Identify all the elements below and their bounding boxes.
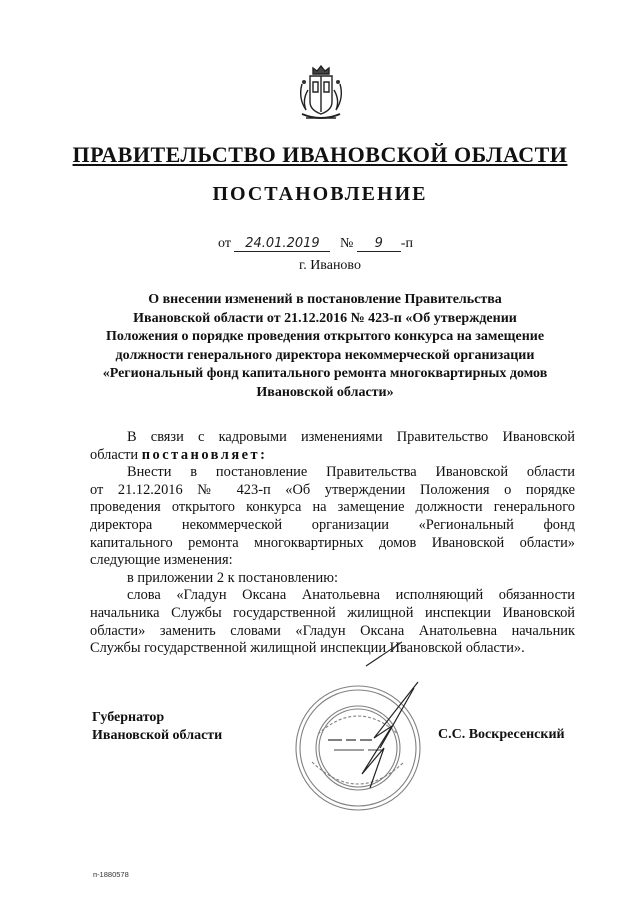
document-date: 24.01.2019 bbox=[234, 236, 330, 252]
number-sign: № bbox=[339, 236, 354, 251]
organization-title: ПРАВИТЕЛЬСТВО ИВАНОВСКОЙ ОБЛАСТИ bbox=[72, 142, 568, 167]
body-line: директора некоммерческой организации «Региональный фонд bbox=[90, 516, 575, 533]
subject-line: Ивановской области от 21.12.2016 № 423-п «Об утверждении bbox=[133, 310, 517, 326]
intro-line bbox=[90, 447, 575, 465]
body-line: слова «Гладун Оксана Анатольевна исполняющий обязанности bbox=[127, 587, 575, 604]
official-stamp-icon bbox=[288, 678, 428, 818]
body-line: следующие изменения: bbox=[90, 552, 233, 569]
body-line: капитального ремонта многоквартирных домов Ивановской области» bbox=[90, 534, 575, 551]
subject-line: «Региональный фонд капитального ремонта многоквартирных домов bbox=[102, 366, 548, 382]
signatory-position bbox=[92, 709, 222, 744]
subject-line: О внесении изменений в постановление Правительства bbox=[148, 292, 502, 307]
signature-stroke-icon bbox=[364, 640, 404, 668]
position-line: Ивановской области bbox=[92, 727, 223, 743]
intro-line: В связи с кадровыми изменениями Правительство Ивановской bbox=[127, 429, 575, 445]
body-line: начальника Службы государственной жилищной инспекции Ивановской bbox=[90, 604, 575, 621]
position-line: Губернатор bbox=[92, 710, 165, 725]
body-line: от 21.12.2016 № 423-п «Об утверждении Положения о порядке bbox=[90, 481, 575, 498]
date-prefix: от bbox=[218, 236, 231, 251]
number-suffix: -п bbox=[400, 236, 413, 251]
document-number: 9 bbox=[357, 236, 401, 252]
body-line: Службы государственной жилищной инспекции Ивановской области». bbox=[90, 640, 525, 657]
footer-code: п-1880578 bbox=[93, 870, 129, 879]
signatory-name: С.С. Воскресенский bbox=[438, 727, 565, 742]
coat-of-arms-icon bbox=[296, 64, 346, 126]
resolution-keyword: постановляет bbox=[141, 446, 261, 463]
document-subject bbox=[90, 291, 560, 403]
intro-colon: : bbox=[260, 446, 265, 463]
body-line: проведения открытого конкурса на замещение должности генерального bbox=[90, 499, 575, 516]
document-date-number bbox=[218, 236, 413, 252]
subject-line: должности генерального директора некоммерческой организации bbox=[115, 347, 535, 363]
document-body bbox=[90, 429, 575, 658]
body-line: Внести в постановление Правительства Ивановской области bbox=[127, 464, 575, 481]
intro-line-start: области bbox=[90, 446, 139, 463]
appendix-line: в приложении 2 к постановлению: bbox=[127, 569, 338, 586]
subject-line: Положения о порядке проведения открытого конкурса на замещение bbox=[105, 329, 545, 345]
document-type: ПОСТАНОВЛЕНИЕ bbox=[212, 183, 428, 205]
body-line: области» заменить словами «Гладун Оксана Анатольевна начальник bbox=[90, 622, 575, 639]
document-place: г. Иваново bbox=[299, 258, 361, 273]
subject-line: Ивановской области» bbox=[256, 384, 394, 400]
